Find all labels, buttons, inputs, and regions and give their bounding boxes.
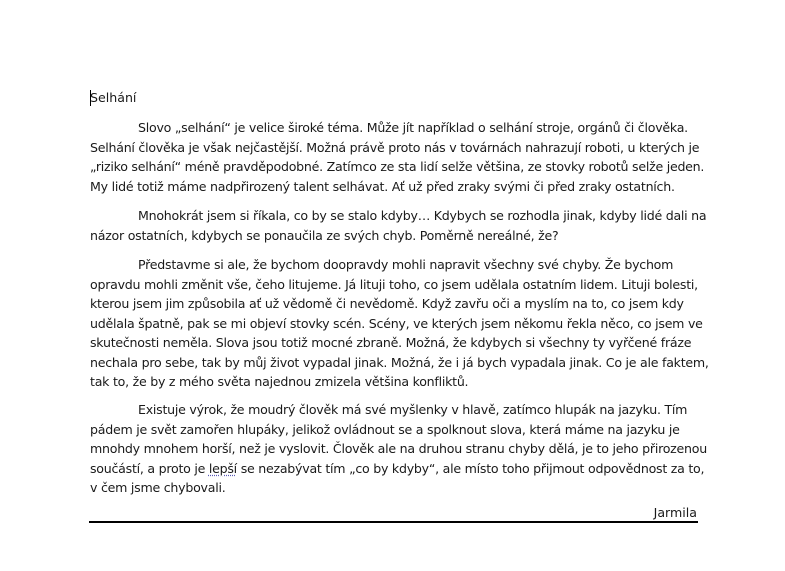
paragraph-3-line-2: opravdu mohli změnit vše, čeho litujeme. Já lituji toho, co jsem udělala ostatním lidem. Lituji bolesti, [90, 276, 698, 292]
paragraph-1-line-3: „riziko selhání“ méně pravděpodobné. Zatímco ze sta lidí selže většina, ze stovky robotů selže jeden. [90, 159, 705, 174]
paragraph-4-line-2: pádem je svět zamořen hlupáky, jelikož ovládnout se a spolknout slova, která máme na jazyku je [90, 421, 680, 437]
paragraph-4-line-3: mnohdy mnohem horší, než je vyslovit. Člověk ale na druhou stranu chyby dělá, je to jeho přirozenou [90, 441, 707, 456]
paragraph-3-line-5: skutečnosti neměla. Slova jsou totiž mocné zbraně. Možná, že kdybych si všechny ty vyřčené fráze [90, 335, 692, 350]
paragraph-3-line-1: Představme si ale, že bychom doopravdy mohli napravit všechny své chyby. Že bychom [138, 257, 674, 272]
paragraph-4-line-4-end: se nezabývat tím „co by kdyby“, ale místo toho přijmout odpovědnost za to, [236, 460, 705, 476]
paragraph-4-line-4 [90, 459, 705, 479]
paragraph-3-line-4: udělala špatně, pak se mi objeví stovky scén. Scény, ve kterých jsem někomu řekla něco, co jsem ve [90, 315, 703, 331]
paragraph-3-line-7: tak to, že by z mého světa najednou zmizela většina konfliktů. [90, 374, 469, 389]
paragraph-2-line-2: názor ostatních, kdybych se ponaučila ze svých chyb. Poměrně nereálné, že? [90, 227, 559, 243]
document-title: Selhání [90, 90, 137, 105]
footer-divider [89, 521, 698, 523]
paragraph-1-line-4: My lidé totiž máme nadpřirozený talent selhávat. Ať už před zraky svými či před zraky ostatních. [90, 178, 675, 194]
paragraph-4-line-1: Existuje výrok, že moudrý člověk má své myšlenky v hlavě, zatímco hlupák na jazyku. Tím [138, 402, 688, 417]
paragraph-1-line-1: Slovo „selhání“ je velice široké téma. Může jít například o selhání stroje, orgánů či člověka. [138, 120, 688, 135]
spellcheck-flagged-word[interactable]: lepší [208, 460, 237, 476]
paragraph-3-line-6: nechala pro sebe, tak by můj život vypadal jinak. Možná, že i já bych vypadala jinak. Co je ale faktem, [90, 354, 709, 370]
paragraph-1-line-2: Selhání člověka je však nejčastější. Možná právě proto nás v továrnách nahrazují roboti, u kterých je [90, 139, 700, 155]
paragraph-3-line-3: kterou jsem jim způsobila ať už vědomě či nevědomě. Když zavřu oči a myslím na to, co jsem kdy [90, 296, 684, 311]
paragraph-2-line-1: Mnohokrát jsem si říkala, co by se stalo kdyby… Kdybych se rozhodla jinak, kdyby lidé dali na [138, 208, 707, 223]
paragraph-4-line-5: v čem jsme chybovali. [90, 480, 226, 495]
paragraph-4-line-4-start: součástí, a proto je [90, 460, 209, 476]
signature: Jarmila [653, 505, 697, 520]
